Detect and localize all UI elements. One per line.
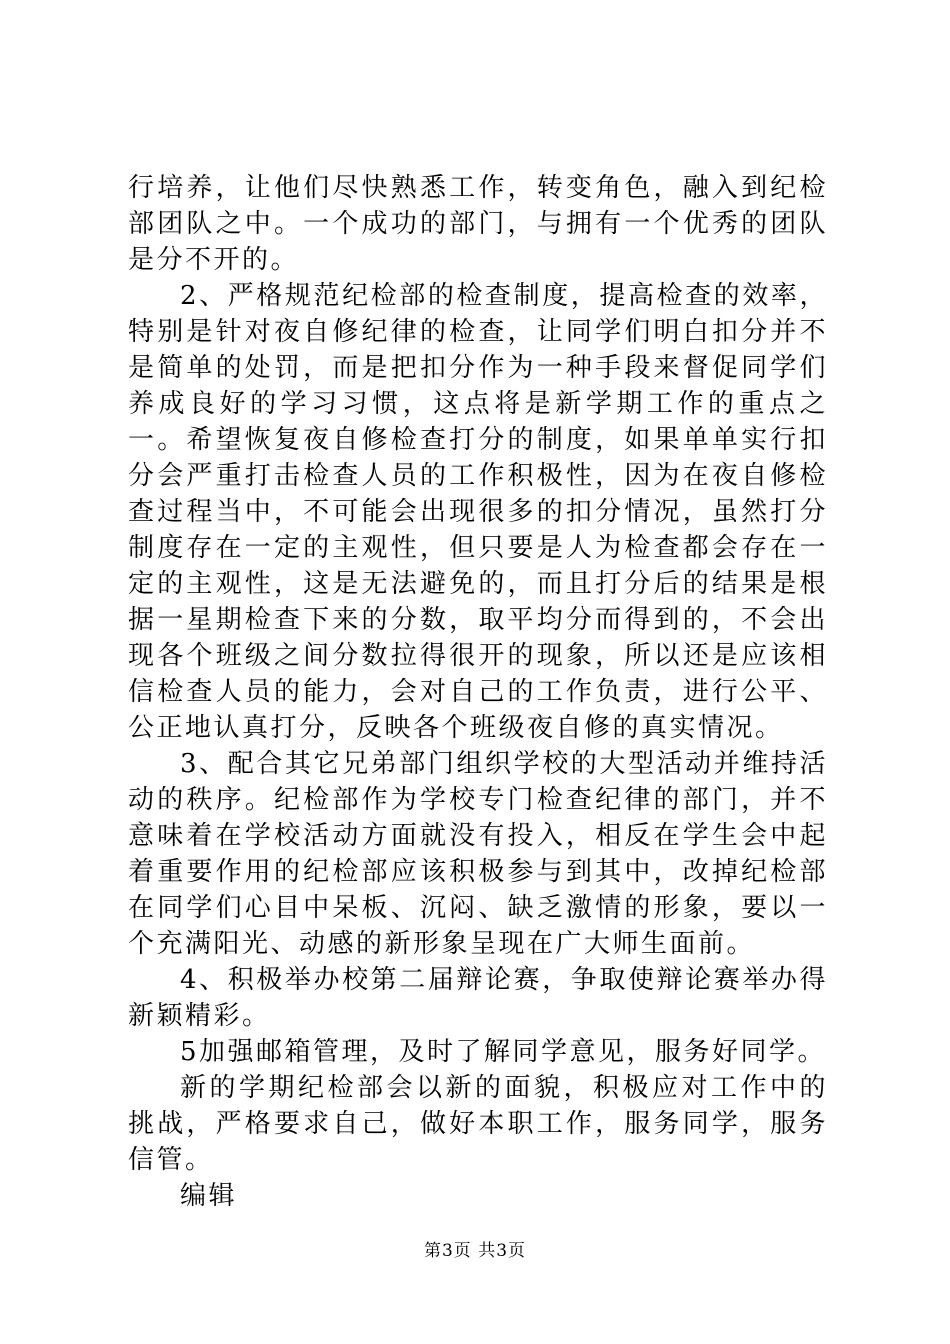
paragraph-closing: 新的学期纪检部会以新的面貌，积极应对工作中的挑战，严格要求自己，做好本职工作，服务同学，服务信管。 (128, 1073, 828, 1175)
page-number-footer: 第3页 共3页 (423, 1241, 527, 1261)
paragraph-item-2: 2、严格规范纪检部的检查制度，提高检查的效率，特别是针对夜自修纪律的检查，让同学们明白扣分并不是简单的处罚，而是把扣分作为一种手段来督促同学们养成良好的学习习惯，这点将是新学期工作的重点之一。希望恢复夜自修检查打分的制度，如果单单实行扣分会严重打击检查人员的工作积极性，因为在夜自修检查过程当中，不可能会出现很多的扣分情况，虽然打分制度存在一定的主观性，但只要是人为检查都会存在一定的主观性，这是无法避免的，而且打分后的结果是根据一星期检查下来的分数，取平均分而得到的，不会出现各个班级之间分数拉得很开的现象，所以还是应该相信检查人员的能力，会对自己的工作负责，进行公平、公正地认真打分，反映各个班级夜自修的真实情况。 (128, 281, 828, 743)
paragraph-item-4: 4、积极举办校第二届辩论赛，争取使辩论赛举办得新颖精彩。 (128, 965, 828, 1031)
paragraph-editor-note: 编辑 (180, 1181, 238, 1211)
paragraph-continuation: 行培养，让他们尽快熟悉工作，转变角色，融入到纪检部团队之中。一个成功的部门，与拥有一个优秀的团队是分不开的。 (128, 173, 828, 275)
paragraph-item-5: 5加强邮箱管理，及时了解同学意见，服务好同学。 (180, 1037, 827, 1067)
document-body (128, 170, 828, 1214)
paragraph-item-3: 3、配合其它兄弟部门组织学校的大型活动并维持活动的秩序。纪检部作为学校专门检查纪律的部门，并不意味着在学校活动方面就没有投入，相反在学生会中起着重要作用的纪检部应该积极参与到其中，改掉纪检部在同学们心目中呆板、沉闷、缺乏激情的形象，要以一个充满阳光、动感的新形象呈现在广大师生面前。 (128, 749, 828, 959)
